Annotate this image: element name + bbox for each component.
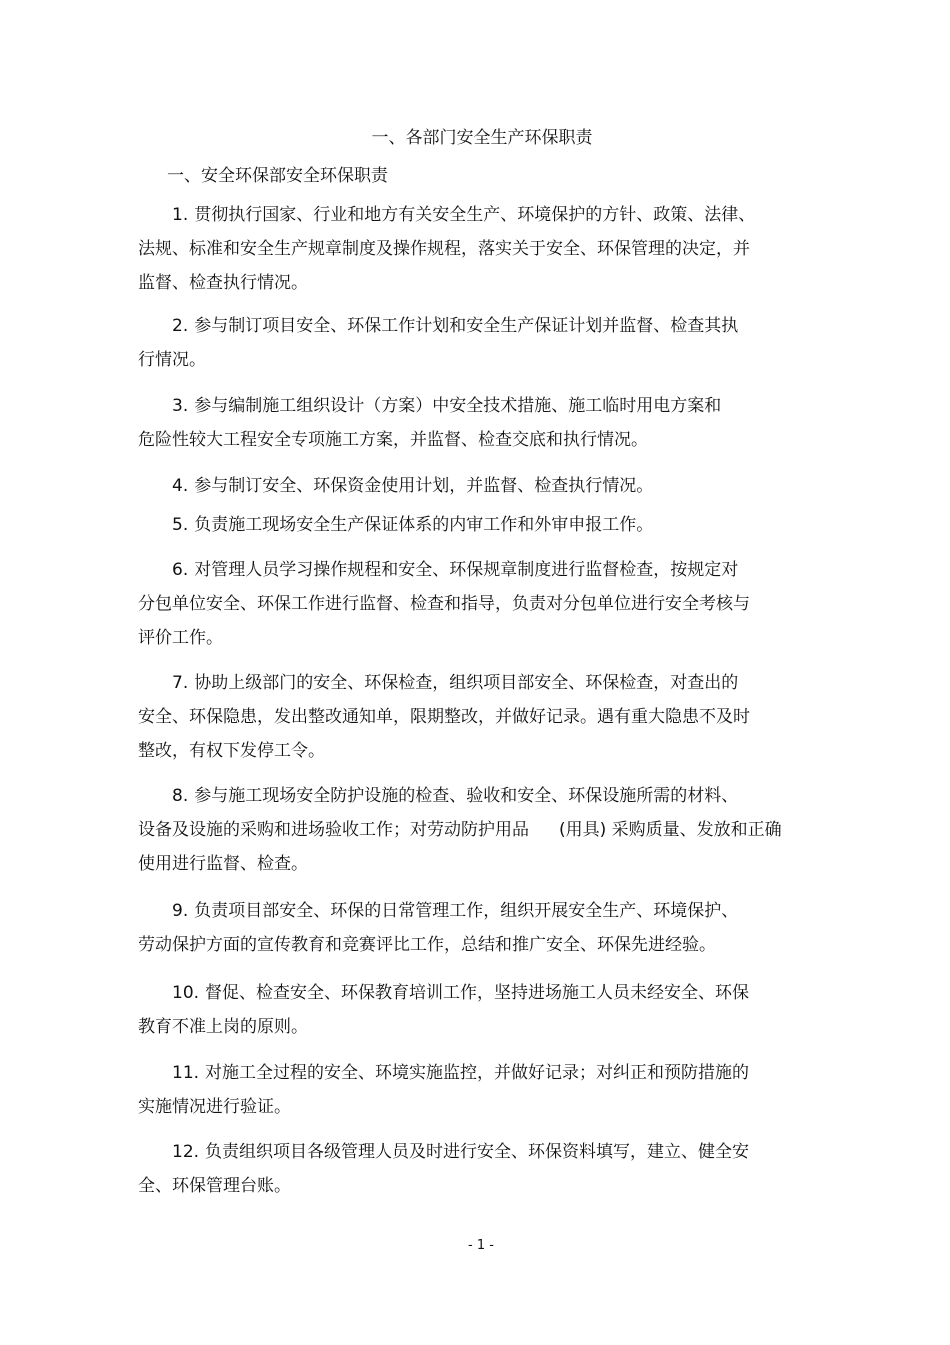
list-item-1 (138, 198, 828, 300)
list-item-number: 8. (172, 786, 189, 806)
list-item-line (138, 779, 828, 813)
list-item-line: 分包单位安全、环保工作进行监督、检查和指导，负责对分包单位进行安全考核与 (138, 594, 750, 614)
list-item-number: 2. (172, 316, 189, 336)
list-item-8 (138, 779, 828, 881)
list-item-text: 参与编制施工组织设计（方案）中安全技术措施、施工临时用电方案和 (194, 396, 722, 416)
list-item-text: 负责组织项目各级管理人员及时进行安全、环保资料填写，建立、健全安 (205, 1142, 750, 1162)
list-item-line: 安全、环保隐患，发出整改通知单，限期整改，并做好记录。遇有重大隐患不及时 (138, 707, 750, 727)
list-item-text: 对管理人员学习操作规程和安全、环保规章制度进行监督检查，按规定对 (194, 560, 739, 580)
list-item-line (138, 666, 828, 700)
list-item-text: 参与制订安全、环保资金使用计划，并监督、检查执行情况。 (194, 476, 654, 496)
list-item-number: 5. (172, 515, 189, 535)
list-item-number: 11. (172, 1063, 200, 1083)
list-item-line (138, 1135, 828, 1169)
list-item-line: 全、环保管理台账。 (138, 1176, 291, 1196)
list-item-text: 参与制订项目安全、环保工作计划和安全生产保证计划并监督、检查其执 (194, 316, 739, 336)
list-item-text: 设备及设施的采购和进场验收工作；对劳动防护用品 (138, 820, 529, 840)
list-item-12 (138, 1135, 828, 1203)
list-item-line: 行情况。 (138, 350, 206, 370)
list-item-2 (138, 309, 828, 377)
list-item-line (138, 813, 828, 847)
list-item-number: 9. (172, 901, 189, 921)
list-item-line (138, 508, 828, 542)
list-item-number: 4. (172, 476, 189, 496)
list-item-5 (138, 508, 828, 542)
section-heading: 一、安全环保部安全环保职责 (167, 166, 388, 186)
list-item-text: 参与施工现场安全防护设施的检查、验收和安全、环保设施所需的材料、 (194, 786, 739, 806)
list-item-10 (138, 976, 828, 1044)
page-number: - 1 - (468, 1238, 494, 1253)
list-item-line: 教育不准上岗的原则。 (138, 1017, 308, 1037)
document-title: 一、各部门安全生产环保职责 (371, 128, 593, 148)
list-item-text: 贯彻执行国家、行业和地方有关安全生产、环境保护的方针、政策、法律、 (194, 205, 756, 225)
list-item-11 (138, 1056, 828, 1124)
list-item-3 (138, 389, 828, 457)
list-item-7 (138, 666, 828, 768)
list-item-line: 法规、标准和安全生产规章制度及操作规程，落实关于安全、环保管理的决定，并 (138, 239, 750, 259)
list-item-text: 负责项目部安全、环保的日常管理工作，组织开展安全生产、环境保护、 (194, 901, 739, 921)
list-item-text: 督促、检查安全、环保教育培训工作，坚持进场施工人员未经安全、环保 (205, 983, 750, 1003)
list-item-number: 12. (172, 1142, 200, 1162)
list-item-text: 协助上级部门的安全、环保检查，组织项目部安全、环保检查，对查出的 (194, 673, 739, 693)
list-item-number: 7. (172, 673, 189, 693)
list-item-6 (138, 553, 828, 655)
list-item-line: 评价工作。 (138, 628, 223, 648)
list-item-line: 危险性较大工程安全专项施工方案，并监督、检查交底和执行情况。 (138, 430, 648, 450)
list-item-line: 劳动保护方面的宣传教育和竞赛评比工作，总结和推广安全、环保先进经验。 (138, 935, 716, 955)
list-item-9 (138, 894, 828, 962)
list-item-line: 使用进行监督、检查。 (138, 854, 308, 874)
list-item-line (138, 309, 828, 343)
list-item-number: 6. (172, 560, 189, 580)
list-item-line (138, 389, 828, 423)
list-item-number: 10. (172, 983, 200, 1003)
list-item-line: 整改，有权下发停工令。 (138, 741, 325, 761)
list-item-line (138, 976, 828, 1010)
list-item-line (138, 198, 828, 232)
list-item-text: 负责施工现场安全生产保证体系的内审工作和外审申报工作。 (194, 515, 654, 535)
list-item-4 (138, 469, 828, 503)
list-item-line (138, 469, 828, 503)
list-item-line: 监督、检查执行情况。 (138, 273, 308, 293)
list-item-line: 实施情况进行验证。 (138, 1097, 291, 1117)
list-item-text: (用具) 采购质量、发放和正确 (559, 820, 782, 840)
list-item-line (138, 1056, 828, 1090)
list-item-number: 1. (172, 205, 189, 225)
list-item-text: 对施工全过程的安全、环境实施监控，并做好记录；对纠正和预防措施的 (205, 1063, 750, 1083)
list-item-line (138, 894, 828, 928)
list-item-number: 3. (172, 396, 189, 416)
list-item-line (138, 553, 828, 587)
